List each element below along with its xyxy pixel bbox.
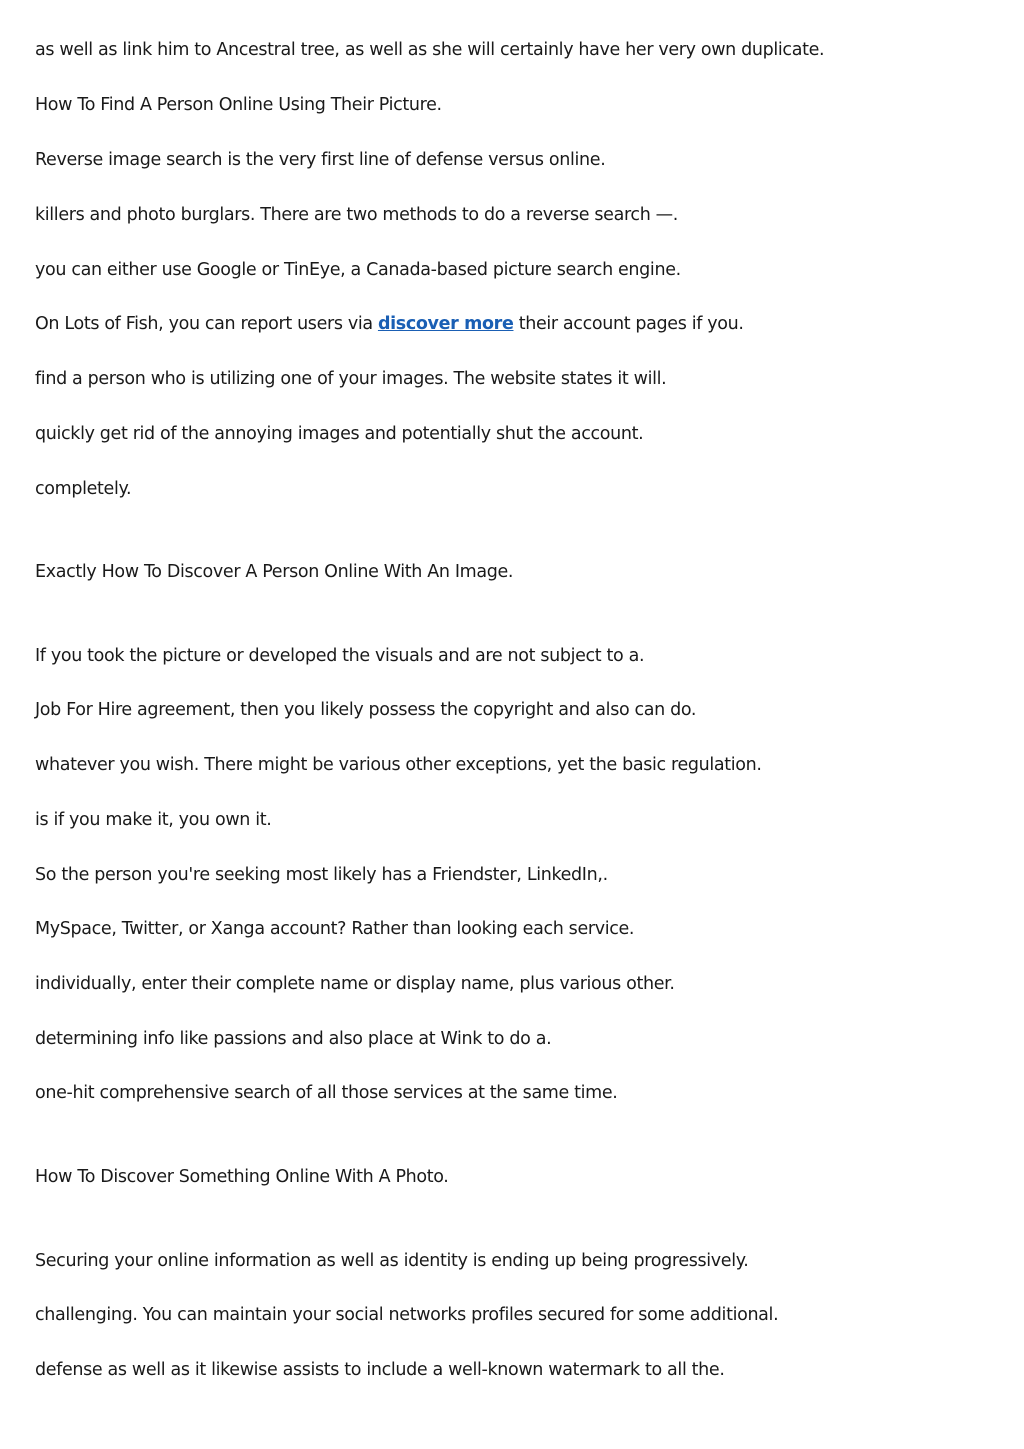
- link-line-before: On Lots of Fish, you can report users via: [35, 314, 378, 334]
- paragraph-line: Securing your online information as well as identity is ending up being progressively.: [35, 1251, 749, 1271]
- paragraph-line: completely.: [35, 479, 132, 499]
- paragraph-line: find a person who is utilizing one of your images. The website states it will.: [35, 369, 667, 389]
- paragraph-line: as well as link him to Ancestral tree, as well as she will certainly have her very own duplicate.: [35, 40, 825, 60]
- paragraph-line-with-link: [35, 312, 744, 336]
- paragraph-line: So the person you're seeking most likely has a Friendster, LinkedIn,.: [35, 865, 608, 885]
- heading-discover-person: Exactly How To Discover A Person Online With An Image.: [35, 562, 514, 582]
- discover-more-link[interactable]: discover more: [377, 314, 514, 334]
- paragraph-line: defense as well as it likewise assists to include a well-known watermark to all the.: [35, 1360, 725, 1380]
- paragraph-line: quickly get rid of the annoying images and potentially shut the account.: [35, 424, 644, 444]
- link-line-after: their account pages if you.: [513, 314, 744, 334]
- paragraph-line: one-hit comprehensive search of all those services at the same time.: [35, 1083, 618, 1103]
- paragraph-line: you can either use Google or TinEye, a Canada-based picture search engine.: [35, 260, 681, 280]
- paragraph-line: whatever you wish. There might be various other exceptions, yet the basic regulation.: [35, 755, 762, 775]
- heading-discover-something: How To Discover Something Online With A Photo.: [35, 1167, 449, 1187]
- paragraph-line: If you took the picture or developed the visuals and are not subject to a.: [35, 646, 645, 666]
- paragraph-line: killers and photo burglars. There are two methods to do a reverse search —.: [35, 205, 679, 225]
- paragraph-line: individually, enter their complete name or display name, plus various other.: [35, 974, 675, 994]
- paragraph-line: determining info like passions and also place at Wink to do a.: [35, 1029, 552, 1049]
- paragraph-line: is if you make it, you own it.: [35, 810, 272, 830]
- paragraph-line: Reverse image search is the very first line of defense versus online.: [35, 150, 606, 170]
- paragraph-line: Job For Hire agreement, then you likely possess the copyright and also can do.: [35, 700, 697, 720]
- paragraph-line: MySpace, Twitter, or Xanga account? Rather than looking each service.: [35, 919, 635, 939]
- heading-find-person: How To Find A Person Online Using Their Picture.: [35, 95, 442, 115]
- paragraph-line: challenging. You can maintain your social networks profiles secured for some additional.: [35, 1305, 779, 1325]
